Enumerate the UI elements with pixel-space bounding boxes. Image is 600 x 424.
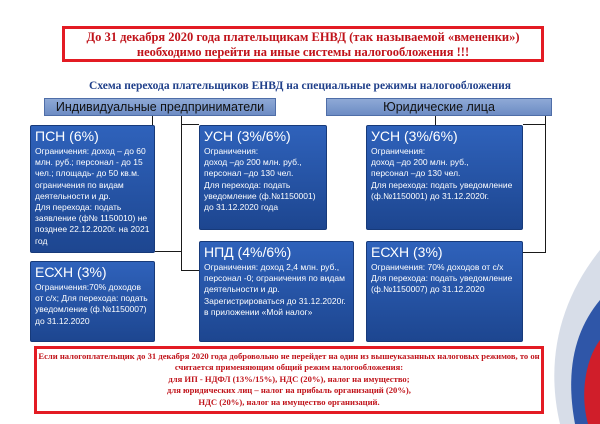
- connector-line: [155, 251, 182, 252]
- connector-line: [545, 116, 546, 253]
- main-title-box: [62, 26, 544, 62]
- regime-box-npd: [199, 241, 354, 342]
- connector-line: [181, 270, 199, 271]
- main-title: До 31 декабря 2020 года плательщикам ЕНВД (так называемой «вмененки») необходимо перейти на иные системы налогообложения !!!: [86, 30, 520, 59]
- group-header-ip: Индивидуальные предприниматели: [44, 98, 276, 116]
- regime-box-esxn-ul: [366, 241, 523, 342]
- group-header-ul: Юридические лица: [326, 98, 552, 116]
- regime-box-usn-ul: [366, 125, 523, 230]
- regime-box-esxn-ip: [30, 261, 155, 342]
- regime-description: Ограничения: 70% доходов от с/х Для перехода: подать уведомление (ф.№1150007) до 31.12.2020: [371, 262, 513, 295]
- regime-title: УСН (3%/6%): [371, 128, 458, 144]
- connector-line: [523, 124, 546, 125]
- regime-description: Ограничения: доход – до 60 млн. руб.; персонал - до 15 чел.; площадь- до 50 кв.м. ограничения по видам деятельности и др. Для перехода: подать заявление (ф№ 1150010) не позднее 22.12.2020г. на 2021 год: [35, 146, 150, 246]
- regime-title: ЕСХН (3%): [35, 264, 107, 280]
- connector-line: [152, 116, 153, 125]
- regime-description: Ограничения: доход –до 200 млн. руб., персонал –до 130 чел. Для перехода: подать уведомление (ф.№1150001) до 31.12.2020 года: [204, 146, 316, 213]
- scheme-subtitle: Схема перехода плательщиков ЕНВД на специальные режимы налогообложения: [89, 80, 511, 92]
- regime-title: НПД (4%/6%): [204, 244, 292, 260]
- regime-box-usn-ip: [199, 125, 327, 230]
- connector-line: [181, 124, 199, 125]
- regime-description: Ограничения: доход –до 200 млн. руб., персонал –до 130 чел. Для перехода: подать уведомление (ф.№1150001) до 31.12.2020г.: [371, 146, 513, 201]
- regime-description: Ограничения: доход 2,4 млн. руб., персонал -0; ограничения по видам деятельности и др. Зарегистрироваться до 31.12.2020г. в приложении «Мой налог»: [204, 262, 346, 317]
- connector-line: [181, 116, 182, 270]
- regime-title: ЕСХН (3%): [371, 244, 443, 260]
- connector-line: [435, 116, 436, 125]
- regime-title: ПСН (6%): [35, 128, 99, 144]
- regime-box-psn: [30, 125, 155, 253]
- regime-description: Ограничения:70% доходов от с/х; Для перехода: подать уведомление (ф.№1150007) до 31.12.2020: [35, 282, 148, 326]
- connector-line: [523, 252, 546, 253]
- general-regime-note: Если налогоплательщик до 31 декабря 2020 года добровольно не перейдет на один из вышеуказанных налоговых режимов, то он считается применяющим общий режим налогообложения: для ИП - НДФЛ (13%/15%), НДС (20%), налог на имущество; для юридических лиц – налог на прибыль организаций (20%), НДС (20%), налог на имущество организаций.: [34, 346, 544, 414]
- regime-title: УСН (3%/6%): [204, 128, 291, 144]
